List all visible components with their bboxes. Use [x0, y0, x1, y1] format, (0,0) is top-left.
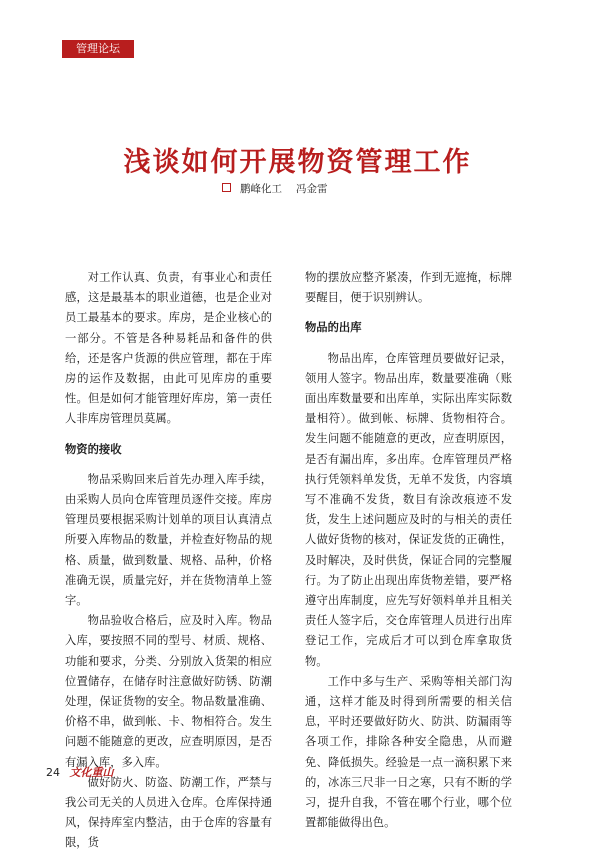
- square-bullet-icon: [222, 183, 231, 192]
- author-org: 鹏峰化工: [240, 183, 282, 195]
- right-column: [305, 268, 512, 833]
- magazine-logo: 文化重山: [69, 766, 114, 779]
- paragraph: 对工作认真、负责，有事业心和责任感，这是最基本的职业道德，也是企业对员工最基本的要求。库房，是企业核心的一部分。不管是各种易耗品和备件的供给，还是客户货源的供应管理，都在于库房的运作及数据，由此可见库房的重要性。但是如何才能管理好库房，第一责任人非库房管理员莫属。: [65, 271, 272, 426]
- paragraph: 物品出库，仓库管理员要做好记录，领用人签字。物品出库，数量要准确（账面出库数量要和出库单，实际出库实际数量相符）。做到帐、标牌、货物相符合。发生问题不能随意的更改，应查明原因，是否有漏出库，多出库。仓库管理员严格执行凭领料单发货，无单不发货，内容填写不准确不发货，数目有涂改痕迹不发货，发生上述问题应及时的与相关的责任人做好货物的核对，保证发货的正确性，及时解决，及时供货，保证合同的完整履行。为了防止出现出库货物差错，要严格遵守出库制度，应先写好领料单并且相关责任人签字后，交仓库管理人员进行出库登记工作，完成后才可以到仓库拿取货物。: [305, 351, 512, 668]
- paragraph: 工作中多与生产、采购等相关部门沟通，这样才能及时得到所需要的相关信息，平时还要做好防火、防洪、防漏雨等各项工作，排除各种安全隐患，从而避免、降低损失。经验是一点一滴积累下来的，冰冻三尺非一日之寒，只有不断的学习，提升自我，不管在哪个行业，哪个位置都能做得出色。: [305, 674, 512, 830]
- page-footer: [46, 764, 114, 780]
- section-heading: 物品的出库: [305, 321, 362, 335]
- article-title: 浅谈如何开展物资管理工作: [123, 147, 472, 178]
- page-number: 24: [46, 766, 60, 779]
- paragraph: 做好防火、防盗、防潮工作，严禁与我公司无关的人员进入仓库。仓库保持通风，保持库室内整洁，由于仓库的容量有限，货: [65, 775, 272, 850]
- section-heading: 物资的接收: [65, 442, 122, 456]
- byline: [222, 181, 328, 196]
- paragraph: 物品验收合格后，应及时入库。物品入库，要按照不同的型号、材质、规格、功能和要求，分类、分别放入货架的相应位置储存，在储存时注意做好防锈、防潮处理，保证货物的安全。物品数量准确、价格不串，做到帐、卡、物相符合。发生问题不能随意的更改，应查明原因，是否有漏入库，多入库。: [65, 614, 272, 769]
- section-tag: 管理论坛: [62, 40, 134, 58]
- paragraph: 物品采购回来后首先办理入库手续，由采购人员向仓库管理员逐件交接。库房管理员要根据采购计划单的项目认真清点所要入库物品的数量，并检查好物品的规格、质量，做到数量、规格、品种，价格准确无误，质量完好，并在货物清单上签字。: [65, 472, 272, 608]
- paragraph: 物的摆放应整齐紧凑，作到无遮掩，标牌要醒目，便于识别辨认。: [305, 271, 512, 305]
- author-name: 冯金雷: [296, 183, 328, 195]
